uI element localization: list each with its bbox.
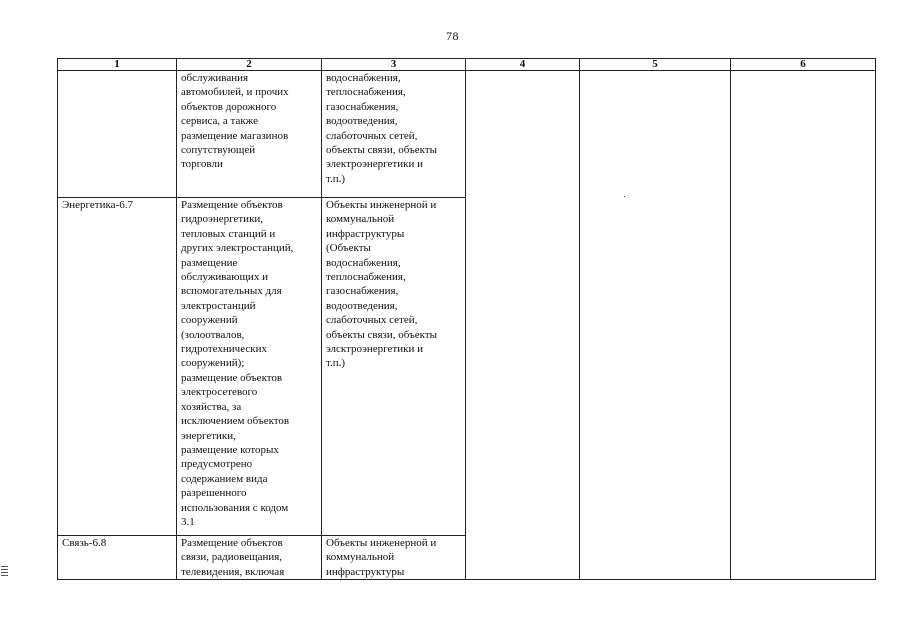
cell-text: Размещение объектов гидроэнергетики, тепловых станций и других электростанций, размещение обслуживающих и вспомогательных для электростанций сооружений (золоотвалов, гидротехнических сооружений); размещение объектов электросетевого хозяйства, за исключением объектов энергетики, размещение которых предусмотрено содержанием вида разрешенного использования с кодом 3.1 [181,199,294,528]
cell-text: Объекты инженерной и коммунальной инфраструктуры (Объекты водоснабжения, теплоснабжения, газоснабжения, водоотведения, слаботочных сетей, объекты связи, объекты элсктроэнергетики и т.п.) [326,199,438,370]
column-header-6: 6 [731,59,876,71]
table-cell-use-description [177,198,322,536]
table-cell-use-description [177,71,322,198]
cell-text: Размещение объектов связи, радиовещания, телевидения, включая [181,537,285,578]
scan-margin-mark [1,566,8,576]
column-header-4: 4 [466,59,580,71]
page-number: 78 [446,29,459,43]
table-cell-use-type [58,71,177,198]
table-cell-auxiliary-use [322,536,466,580]
column-header-3: 3 [322,59,466,71]
cell-text: обслуживания автомобилей, и прочих объектов дорожного сервиса, а также размещение магазинов сопутствующей торговли [181,72,289,171]
table-cell-auxiliary-use [322,198,466,536]
table-cell-column-5 [580,71,731,580]
table-cell-use-type [58,198,177,536]
cell-text: Энергетика-6.7 [62,199,133,211]
table-header-row [58,59,876,71]
column-header-2: 2 [177,59,322,71]
table-cell-column-4 [466,71,580,580]
column-header-1: 1 [58,59,177,71]
column-header-5: 5 [580,59,731,71]
table-cell-use-type [58,536,177,580]
cell-text: Связь-6.8 [62,537,107,549]
table-row [58,71,876,198]
table-cell-use-description [177,536,322,580]
table-cell-column-6 [731,71,876,580]
cell-text: Объекты инженерной и коммунальной инфраструктуры [326,537,437,578]
table-cell-auxiliary-use [322,71,466,198]
land-use-table [57,58,876,580]
cell-text: водоснабжения, теплоснабжения, газоснабжения, водоотведения, слаботочных сетей, объекты связи, объекты электроэнергетики и т.п.) [326,72,438,185]
scan-speck [624,196,625,197]
